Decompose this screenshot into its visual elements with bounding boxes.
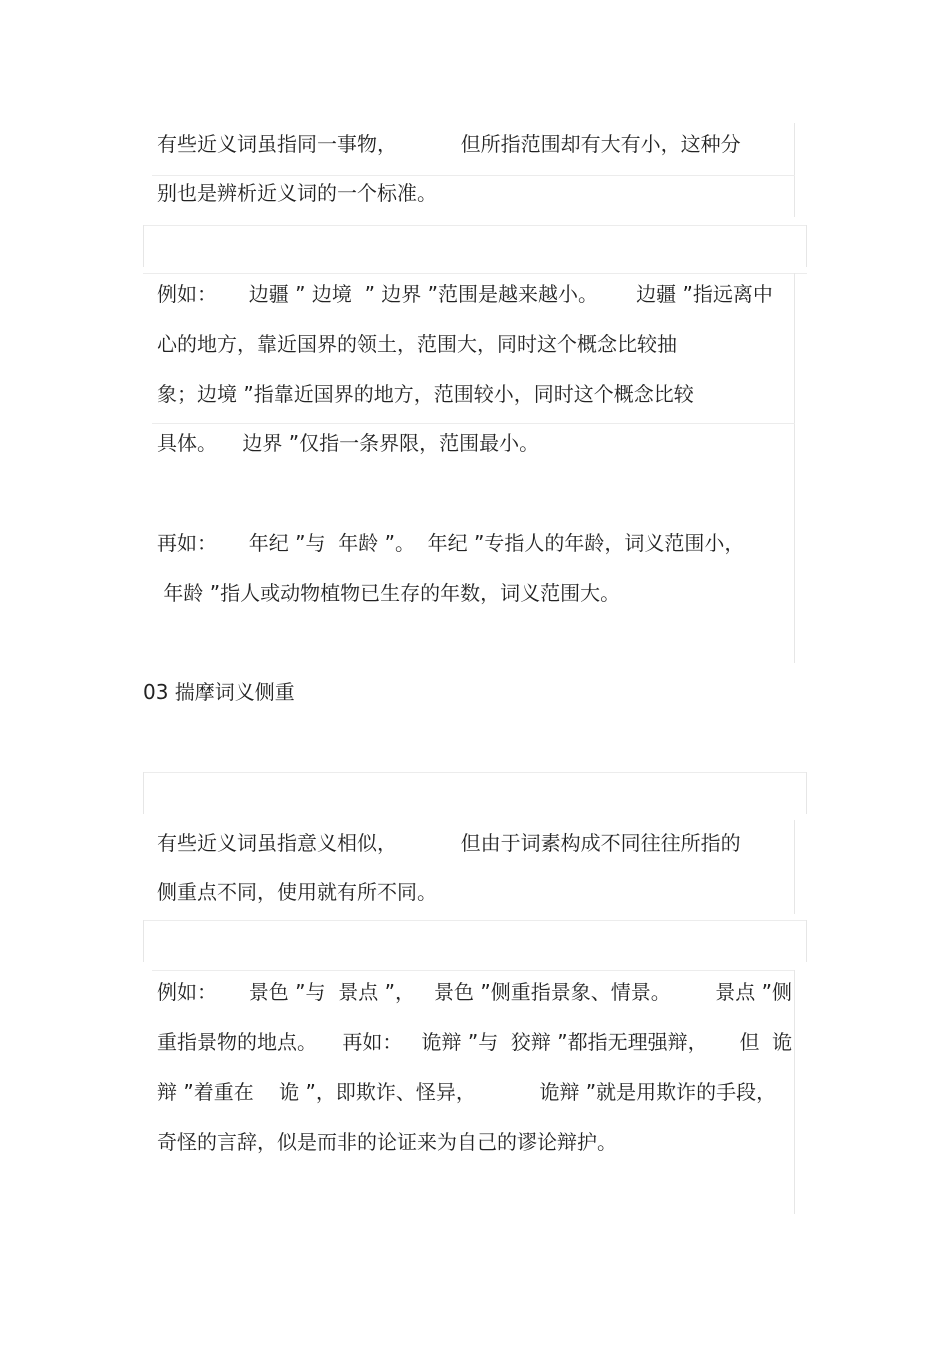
row-rule [143, 772, 807, 773]
paragraph-line: 有些近义词虽指同一事物， 但所指范围却有大有小，这种分 [157, 132, 741, 156]
paragraph-line: 奇怪的言辞，似是而非的论证来为自己的谬论辩护。 [157, 1130, 617, 1154]
section-heading: 03 揣摩词义侧重 [143, 680, 295, 704]
paragraph-line: 重指景物的地点。 再如： 诡辩 ”与 狡辩 ”都指无理强辩， 但 诡 [157, 1030, 793, 1054]
paragraph-line: 具体。 边界 ”仅指一条界限，范围最小。 [157, 431, 540, 455]
left-rule [143, 772, 144, 814]
right-rule [794, 123, 795, 217]
left-rule [143, 225, 144, 267]
right-rule [794, 273, 795, 663]
right-rule [794, 820, 795, 914]
left-rule [143, 920, 144, 962]
row-rule [143, 225, 807, 226]
paragraph-line: 别也是辨析近义词的一个标准。 [157, 181, 437, 205]
row-rule [143, 273, 807, 274]
right-rule [794, 970, 795, 1214]
right-rule [806, 225, 807, 267]
paragraph-line: 例如： 景色 ”与 景点 ”， 景色 ”侧重指景象、情景。 景点 ”侧 [157, 980, 792, 1004]
paragraph-line: 心的地方，靠近国界的领土，范围大，同时这个概念比较抽 [157, 332, 677, 356]
paragraph-line: 年龄 ”指人或动物植物已生存的年数，词义范围大。 [157, 581, 621, 605]
paragraph-line: 象；边境 ”指靠近国界的地方，范围较小，同时这个概念比较 [157, 382, 694, 406]
row-rule [152, 970, 795, 971]
paragraph-line: 辩 ”着重在 诡 ”，即欺诈、怪异， 诡辩 ”就是用欺诈的手段， [157, 1080, 777, 1104]
paragraph-line: 侧重点不同，使用就有所不同。 [157, 880, 437, 904]
row-rule [152, 175, 795, 176]
row-rule [143, 920, 807, 921]
paragraph-line: 有些近义词虽指意义相似， 但由于词素构成不同往往所指的 [157, 831, 741, 855]
right-rule [806, 772, 807, 814]
row-rule [152, 423, 795, 424]
paragraph-line: 例如： 边疆 ” 边境 ” 边界 ”范围是越来越小。 边疆 ”指远离中 [157, 282, 773, 306]
paragraph-line: 再如： 年纪 ”与 年龄 ”。 年纪 ”专指人的年龄，词义范围小， [157, 531, 745, 555]
right-rule [806, 920, 807, 962]
